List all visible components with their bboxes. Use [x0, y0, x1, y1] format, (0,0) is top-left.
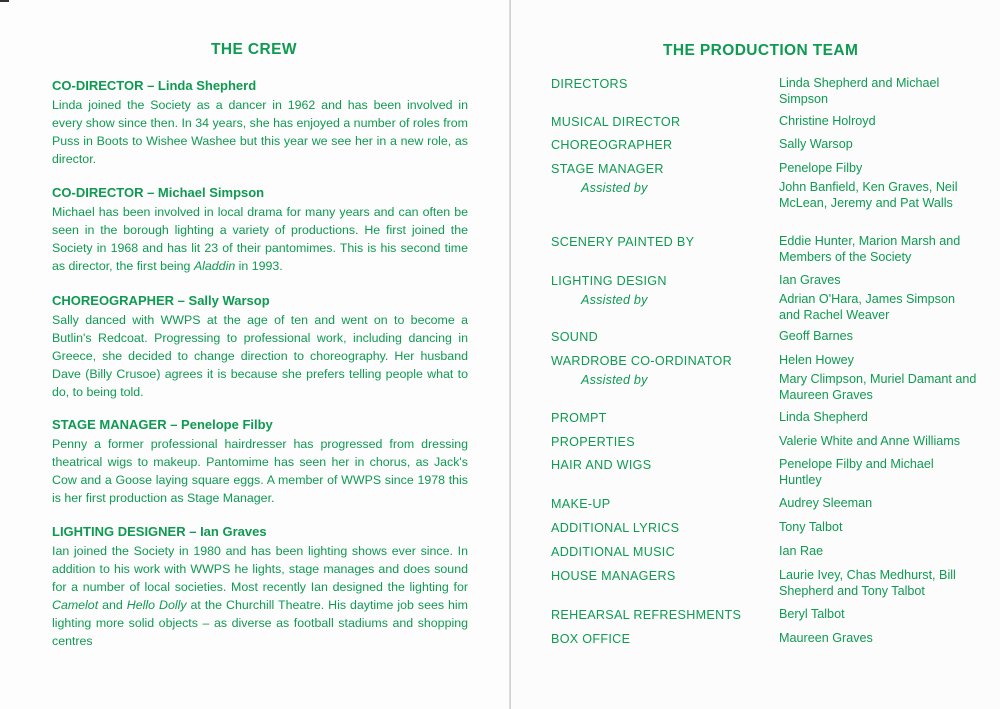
bio-text: [52, 203, 468, 275]
right-page-production-team: [511, 0, 1000, 709]
bio-text: [52, 542, 468, 651]
role-names: Ian Graves: [779, 273, 841, 287]
role-label: MUSICAL DIRECTOR: [551, 115, 681, 129]
bio-text-part: in 1993.: [235, 259, 283, 274]
role-names: Valerie White and Anne Williams: [779, 434, 961, 448]
role-names: Eddie Hunter, Marion Marsh and Members of the Society: [779, 234, 961, 264]
bio-heading: STAGE MANAGER – Penelope Filby: [52, 417, 273, 432]
role-label: PROMPT: [551, 411, 607, 425]
role-label: Assisted by: [581, 373, 648, 387]
role-label: STAGE MANAGER: [551, 162, 664, 176]
bio-heading: LIGHTING DESIGNER – Ian Graves: [52, 524, 267, 539]
role-names: Mary Climpson, Muriel Damant and Maureen Graves: [779, 372, 977, 402]
show-title: Aladdin: [193, 259, 236, 274]
role-names: Beryl Talbot: [779, 607, 845, 621]
role-names: Christine Holroyd: [779, 114, 876, 128]
role-names: Sally Warsop: [779, 137, 853, 151]
role-label: LIGHTING DESIGN: [551, 274, 667, 288]
bio-heading: CO-DIRECTOR – Michael Simpson: [52, 185, 265, 200]
role-label: WARDROBE CO-ORDINATOR: [551, 354, 732, 368]
role-label: CHOREOGRAPHER: [551, 138, 673, 152]
role-names: Helen Howey: [779, 353, 854, 367]
show-title: Camelot: [52, 598, 99, 613]
role-label: PROPERTIES: [551, 435, 635, 449]
role-names: Penelope Filby: [779, 161, 863, 175]
bio-text-part: Michael has been involved in local drama for many years and can often be seen in the borough lighting a variety of productions. He first joined the Society in 1968 and has lit 23 of their pantomimes. This is his second time as director, the first being: [52, 205, 468, 274]
bio-sally-warsop: [52, 293, 468, 401]
role-names: Penelope Filby and Michael Huntley: [779, 457, 934, 487]
crew-title: THE CREW: [211, 41, 297, 58]
bio-linda-shepherd: [52, 78, 468, 168]
bio-heading: CHOREOGRAPHER – Sally Warsop: [52, 293, 270, 308]
role-label: HAIR AND WIGS: [551, 458, 652, 472]
show-title: Hello Dolly: [126, 598, 187, 613]
role-label: BOX OFFICE: [551, 632, 631, 646]
bio-text: Penny a former professional hairdresser has progressed from dressing theatrical wigs to makeup. Pantomime has seen her in chorus, as Jack's Cow and a Goose laying square eggs. A member of WWPS since 1978 this is her first production as Stage Manager.: [52, 437, 468, 506]
role-label: DIRECTORS: [551, 77, 628, 91]
production-team-title: THE PRODUCTION TEAM: [663, 42, 859, 59]
role-label: ADDITIONAL MUSIC: [551, 545, 675, 559]
bio-text-part: and: [98, 598, 127, 613]
bio-text-part: at the Churchill Theatre. His daytime job sees him lighting more solid objects – as diverse as football stadiums and shopping centres: [52, 598, 469, 649]
role-names: John Banfield, Ken Graves, Neil McLean, Jeremy and Pat Walls: [779, 180, 958, 210]
bio-heading: CO-DIRECTOR – Linda Shepherd: [52, 78, 257, 93]
role-names: Audrey Sleeman: [779, 496, 873, 510]
role-label: HOUSE MANAGERS: [551, 569, 676, 583]
bio-michael-simpson: [52, 185, 468, 275]
bio-text: Linda joined the Society as a dancer in 1962 and has been involved in every show since then. In 34 years, she has enjoyed a number of roles from Puss in Boots to Wishee Washee but this year we see her in a new role, as director.: [52, 98, 468, 167]
bio-text-part: Ian joined the Society in 1980 and has been lighting shows ever since. In addition to his work with WWPS he lights, stage manages and does sound for a number of local societies. Most recently Ian designed the lighting for: [52, 544, 468, 595]
role-label: MAKE-UP: [551, 497, 611, 511]
bio-text: Sally danced with WWPS at the age of ten and went on to become a Butlin's Redcoat. Progressing to professional work, including dancing in Greece, she decided to change direction to choreography. Her husband Dave (Billy Crusoe) agrees it is because she prefers telling people what to do, to being told.: [52, 313, 468, 400]
role-label: Assisted by: [581, 293, 648, 307]
role-label: SCENERY PAINTED BY: [551, 235, 695, 249]
role-label: REHEARSAL REFRESHMENTS: [551, 608, 742, 622]
role-names: Geoff Barnes: [779, 329, 853, 343]
role-names: Laurie Ivey, Chas Medhurst, Bill Shepherd and Tony Talbot: [779, 568, 956, 598]
role-label: SOUND: [551, 330, 598, 344]
crop-mark: [0, 0, 9, 2]
role-names: Maureen Graves: [779, 631, 873, 645]
role-names: Ian Rae: [779, 544, 824, 558]
role-label: ADDITIONAL LYRICS: [551, 521, 680, 535]
role-names: Adrian O'Hara, James Simpson and Rachel Weaver: [779, 292, 955, 322]
bio-ian-graves: [52, 524, 468, 651]
role-names: Linda Shepherd: [779, 410, 868, 424]
role-names: Tony Talbot: [779, 520, 843, 534]
role-label: Assisted by: [581, 181, 648, 195]
bio-penelope-filby: [52, 417, 468, 507]
role-names: Linda Shepherd and Michael Simpson: [779, 76, 940, 106]
